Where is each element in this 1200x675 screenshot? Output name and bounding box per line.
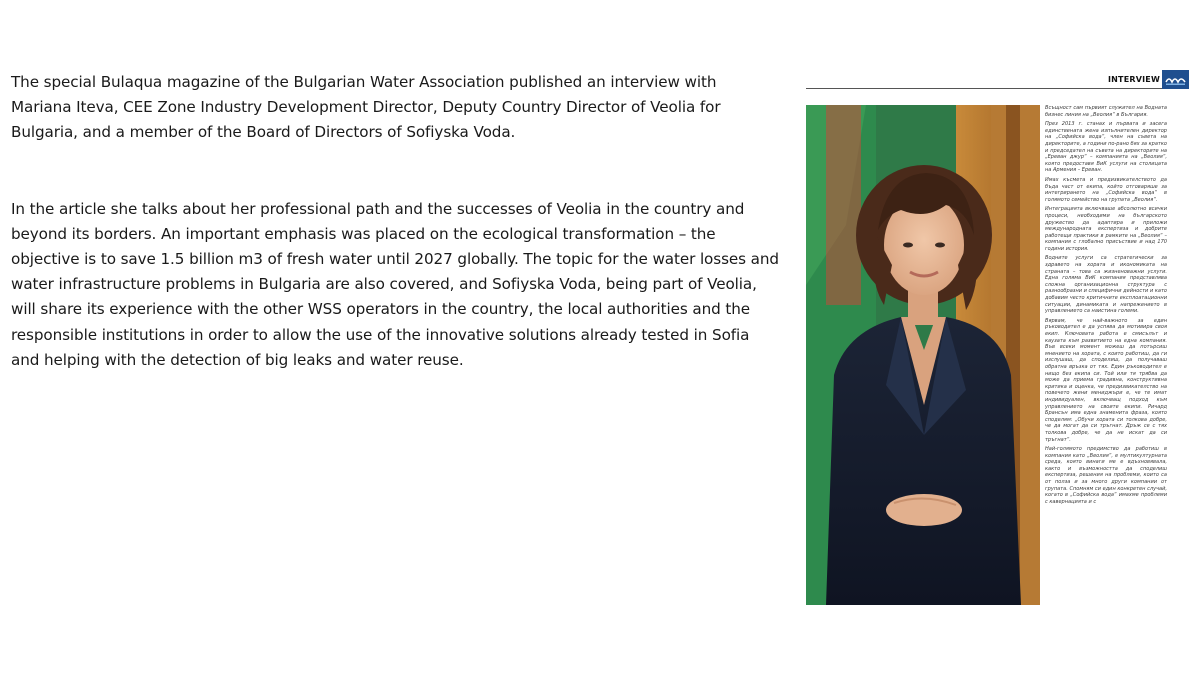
magazine-paragraph: Водните услуги са стратегически за здравето на хората и икономиката на страната – това са жизненоважни услуги. Една голяма ВиК компания представлява сложна организационна структура с разнообразни и специфични дейности и като добавим често критичните експлоатационни ситуации, динамиката и напрежението в управлението са наистина големи. xyxy=(1045,255,1167,315)
magazine-paragraph: Имах късмета и предизвикателството да бъда част от екипа, който отговаряше за интегрирането на „Софийска вода“ в голямото семейство на групата „Веолия“. xyxy=(1045,176,1167,203)
magazine-article-column xyxy=(1045,105,1167,605)
portrait-photo xyxy=(806,105,1040,605)
article-paragraph-details: In the article she talks about her professional path and the successes of Veolia in the country and beyond its borders. An important emphasis was placed on the ecological transformation – the objective is to save 1.5 billion m3 of fresh water until 2027 globally. The topic for the water losses and water infrastructure problems in Bulgaria are also covered, and Sofiyska Voda, being part of Veolia, will share its experience with the other WSS operators in the country, the local authorities and the responsible institutions in order to allow the use of the innovative solutions already tested in Sofia and helping with the detection of big leaks and water reuse. xyxy=(11,199,779,369)
magazine-page-image xyxy=(806,70,1191,615)
magazine-header-rule xyxy=(806,88,1162,89)
magazine-paragraph: Всъщност сам първият служител на Водната бизнес линия на „Веолия“ в България. xyxy=(1045,105,1167,118)
magazine-section-label: INTERVIEW xyxy=(1107,75,1160,84)
magazine-paragraph: През 2013 г. станах и първата и засега единствената жена изпълнителен директор на „Софийска вода“, член на съвета на директорите, а години по-рано бях за кратко и председател на съвета на директорите на „Ереван джур“ – компанията на „Веолия“, която предоставя ВиК услуги на столицата на Армения – Ереван. xyxy=(1045,121,1167,174)
magazine-paragraph: Най-голямото предимство да работиш в компания като „Веолия“, е мултикултурната среда, която винаги ме е вдъхновявала, както и възможността да споделиш експертиза, решения на проблеми, които са от полза и за много други компании от групата. Спомням си един конкретен случай, когато в „Софийска вода“ имахме проблеми с кавернацията и с xyxy=(1045,446,1167,505)
magazine-paragraph: Интеграцията включваше абсолютно всички процеси, необходими на българското дружество да адаптира и приложи международната експертиза и добрите работещи практики в рамките на „Веолия“ – компания с глобално присъствие и над 170 години история. xyxy=(1045,206,1167,252)
article-text xyxy=(11,70,781,373)
bulaqua-logo-icon xyxy=(1162,70,1189,89)
article-paragraph-intro: The special Bulaqua magazine of the Bulgarian Water Association published an interview with Mariana Iteva, CEE Zone Industry Development Director, Deputy Country Director of Veolia for Bulgaria, and a member of the Board of Directors of Sofiyska Voda. xyxy=(11,73,721,142)
magazine-paragraph: Вярвам, че най-важното за един ръководител е да успява да мотивира своя екип. Ключовата работа е смисълът и каузата към развитието на една компания. Във всеки момент можеш да потърсиш мнението на хората, с които работиш, да ги изслушаш, да споделиш, да получаваш обратна връзка от тях. Един ръководител е нищо без екипа си. Той или тя трябва да може да приема градивна, конструктивна критика и оценка, че предизвикателство на повечето жени мениджъри е, че те имат индивидуален, включващ подход към управлението на своите екипи. Ричард Брансън има една знаменита фраза, която споделям: „Обучи хората си толкова добре, че да могат да си тръгнат. Дръж се с тях толкова добре, че да не искат да си тръгнат“. xyxy=(1045,317,1167,443)
